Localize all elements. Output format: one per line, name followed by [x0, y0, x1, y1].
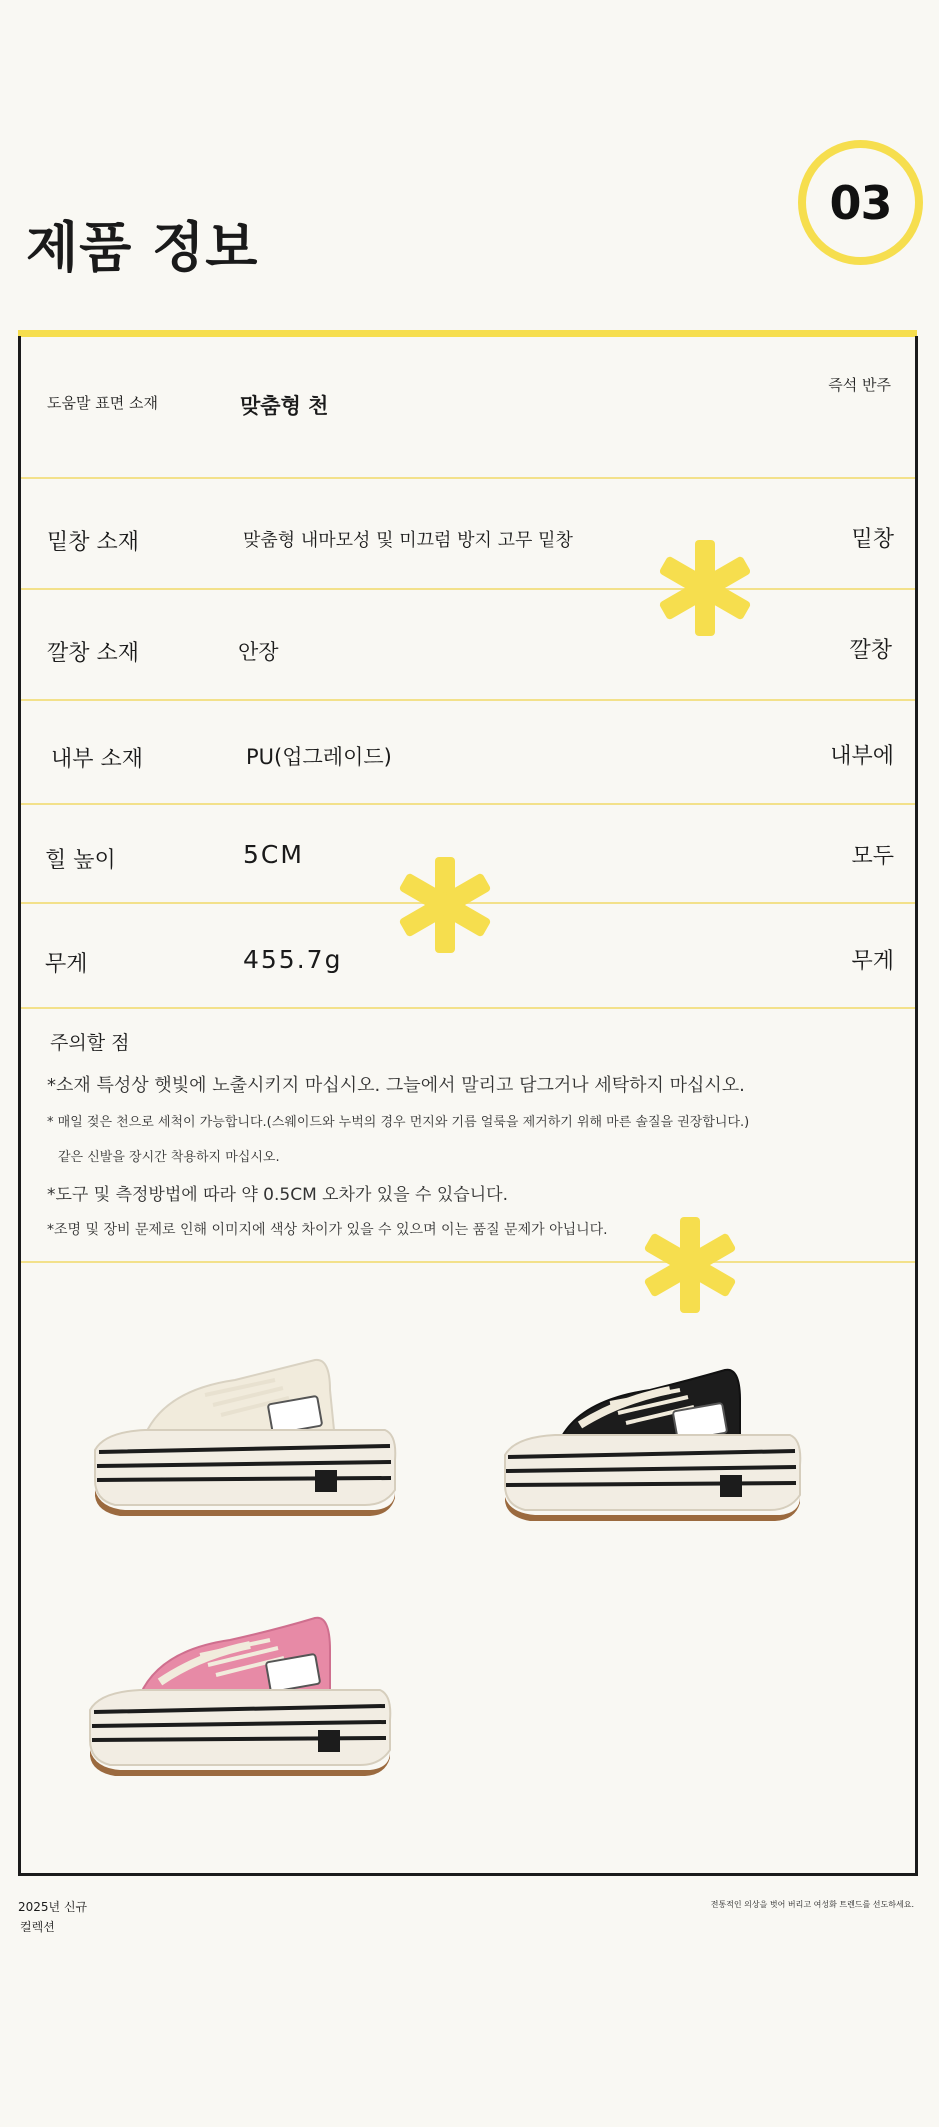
- section-number-badge: 03: [798, 140, 923, 265]
- footer-collection-line1: 2025년 신규: [18, 1900, 88, 1914]
- row-divider: [21, 477, 915, 479]
- note-line: 같은 신발을 장시간 착용하지 마십시오.: [58, 1150, 280, 1165]
- spec-side-outsole: 밑창: [851, 527, 894, 552]
- row-divider: [21, 588, 915, 590]
- row-divider: [21, 699, 915, 701]
- footer-collection-line2: 컬렉션: [20, 1920, 55, 1934]
- sneaker-cream-icon: [85, 1340, 405, 1520]
- row-divider: [21, 1007, 915, 1009]
- note-line: *소재 특성상 햇빛에 노출시키지 마십시오. 그늘에서 말리고 담그거나 세탁하지 마십시오.: [47, 1075, 745, 1096]
- spec-value-weight: 455.7g: [243, 945, 343, 974]
- spec-label-lining: 내부 소재: [51, 747, 144, 772]
- spec-side-insole: 깔창: [849, 638, 892, 663]
- spec-label-upper: 도움말 표면 소재: [47, 394, 158, 412]
- asterisk-decoration-icon: [640, 1215, 740, 1315]
- spec-side-upper: 즉석 반주: [828, 376, 891, 394]
- spec-label-heel: 힐 높이: [45, 848, 116, 873]
- spec-value-insole: 안장: [238, 640, 279, 664]
- spec-value-outsole: 맞춤형 내마모성 및 미끄럼 방지 고무 밑창: [243, 530, 573, 551]
- row-divider: [21, 1261, 915, 1263]
- note-line: * 매일 젖은 천으로 세척이 가능합니다.(스웨이드와 누벅의 경우 먼지와 기름 얼룩을 제거하기 위해 마른 솔질을 권장합니다.): [47, 1115, 750, 1130]
- notes-heading: 주의할 점: [50, 1032, 130, 1054]
- asterisk-decoration-icon: [655, 538, 755, 638]
- spec-label-insole: 깔창 소재: [47, 641, 140, 666]
- spec-value-heel: 5CM: [243, 840, 304, 869]
- spec-label-outsole: 밑창 소재: [47, 530, 140, 555]
- spec-value-upper: 맞춤형 천: [240, 394, 329, 418]
- spec-side-heel: 모두: [851, 844, 894, 869]
- sneaker-pink-icon: [80, 1600, 400, 1780]
- asterisk-decoration-icon: [395, 855, 495, 955]
- note-line: *도구 및 측정방법에 따라 약 0.5CM 오차가 있을 수 있습니다.: [47, 1185, 508, 1205]
- spec-side-lining: 내부에: [830, 744, 894, 769]
- spec-value-lining: PU(업그레이드): [246, 745, 392, 769]
- spec-side-weight: 무게: [851, 949, 894, 974]
- page-title: 제품 정보: [26, 216, 259, 279]
- sneaker-black-icon: [490, 1345, 810, 1525]
- note-line: *조명 및 장비 문제로 인해 이미지에 색상 차이가 있을 수 있으며 이는 품질 문제가 아닙니다.: [47, 1222, 608, 1238]
- row-divider: [21, 803, 915, 805]
- footer-slogan: 전통적인 의상을 벗어 버리고 여성화 트렌드를 선도하세요.: [710, 1900, 914, 1909]
- spec-label-weight: 무게: [45, 952, 88, 977]
